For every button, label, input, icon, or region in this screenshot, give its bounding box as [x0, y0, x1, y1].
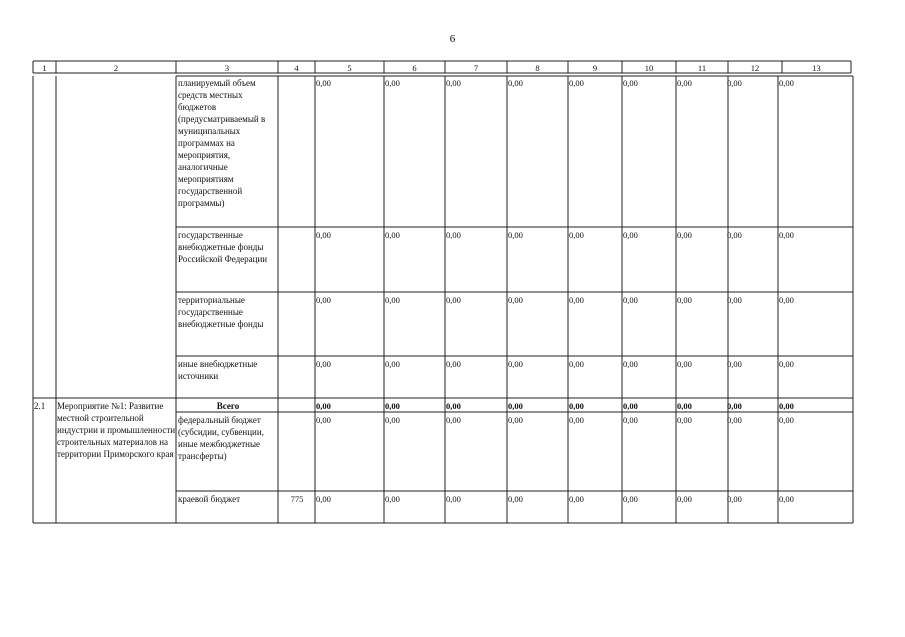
value-cell: 0,00 — [508, 295, 523, 305]
header-col-2: 2 — [113, 63, 119, 73]
row-label: иные внебюджетные источники — [178, 359, 258, 381]
value-cell: 0,00 — [508, 78, 523, 88]
value-cell: 0,00 — [623, 359, 638, 369]
total-value-cell: 0,00 — [623, 401, 638, 411]
total-value-cell: 0,00 — [727, 401, 742, 411]
header-col-5: 5 — [347, 63, 352, 73]
value-cell: 0,00 — [446, 359, 461, 369]
total-value-cell: 0,00 — [677, 401, 692, 411]
value-cell: 0,00 — [316, 295, 331, 305]
value-cell: 0,00 — [508, 415, 523, 425]
header-col-13: 13 — [812, 63, 821, 73]
value-cell: 0,00 — [623, 230, 638, 240]
value-cell: 0,00 — [316, 415, 331, 425]
header-col-6: 6 — [412, 63, 417, 73]
header-col-12: 12 — [750, 63, 760, 73]
value-cell: 0,00 — [623, 415, 638, 425]
value-cell: 0,00 — [385, 230, 400, 240]
header-col-4: 4 — [294, 63, 299, 73]
value-cell: 0,00 — [677, 230, 692, 240]
row-label: территориальные государственные внебюджетные фонды — [178, 295, 264, 329]
value-cell: 0,00 — [508, 359, 523, 369]
row-label: федеральный бюджет (субсидии, субвенции, иные межбюджетные трансферты) — [178, 415, 264, 461]
value-cell: 0,00 — [623, 494, 638, 504]
total-value-cell: 0,00 — [385, 401, 400, 411]
row-label: краевой бюджет — [178, 494, 241, 504]
value-cell: 0,00 — [385, 415, 400, 425]
header-col-1: 1 — [42, 63, 47, 73]
value-cell: 0,00 — [727, 494, 742, 504]
value-cell: 0,00 — [677, 78, 692, 88]
value-cell: 0,00 — [569, 415, 584, 425]
total-value-cell: 0,00 — [508, 401, 523, 411]
measure-title: Мероприятие №1: Развитие местной строительной индустрии и промышленности строительных материалов на территории Приморского края — [57, 401, 176, 459]
value-cell: 0,00 — [316, 78, 331, 88]
value-cell: 0,00 — [623, 78, 638, 88]
value-cell: 0,00 — [569, 295, 584, 305]
value-cell: 0,00 — [385, 359, 400, 369]
row-code: 775 — [290, 494, 304, 504]
header-col-10: 10 — [644, 63, 654, 73]
value-cell: 0,00 — [779, 78, 794, 88]
value-cell: 0,00 — [446, 494, 461, 504]
header-col-9: 9 — [592, 63, 598, 73]
value-cell: 0,00 — [385, 494, 400, 504]
row-label: планируемый объем средств местных бюджетов (предусматриваемый в муниципальных программах на мероприятия, аналогичные мероприятиям государственной программы) — [178, 78, 266, 208]
value-cell: 0,00 — [316, 494, 331, 504]
total-value-cell: 0,00 — [316, 401, 331, 411]
value-cell: 0,00 — [677, 295, 692, 305]
value-cell: 0,00 — [569, 494, 584, 504]
value-cell: 0,00 — [446, 78, 461, 88]
value-cell: 0,00 — [508, 230, 523, 240]
value-cell: 0,00 — [316, 230, 331, 240]
measure-number: 2.1 — [34, 401, 46, 411]
value-cell: 0,00 — [316, 359, 331, 369]
value-cell: 0,00 — [677, 415, 692, 425]
value-cell: 0,00 — [779, 415, 794, 425]
value-cell: 0,00 — [446, 295, 461, 305]
value-cell: 0,00 — [623, 295, 638, 305]
value-cell: 0,00 — [727, 295, 742, 305]
value-cell: 0,00 — [569, 230, 584, 240]
header-col-11: 11 — [697, 63, 707, 73]
value-cell: 0,00 — [727, 230, 742, 240]
value-cell: 0,00 — [727, 78, 742, 88]
page-number: 6 — [449, 33, 456, 45]
header-col-7: 7 — [473, 63, 479, 73]
value-cell: 0,00 — [677, 359, 692, 369]
value-cell: 0,00 — [779, 494, 794, 504]
value-cell: 0,00 — [446, 415, 461, 425]
value-cell: 0,00 — [569, 78, 584, 88]
value-cell: 0,00 — [446, 230, 461, 240]
total-value-cell: 0,00 — [779, 401, 794, 411]
header-col-3: 3 — [224, 63, 230, 73]
value-cell: 0,00 — [677, 494, 692, 504]
value-cell: 0,00 — [779, 295, 794, 305]
row-label-total: Всего — [216, 401, 240, 411]
row-label: государственные внебюджетные фонды Российской Федерации — [178, 230, 268, 264]
total-value-cell: 0,00 — [569, 401, 584, 411]
value-cell: 0,00 — [779, 230, 794, 240]
value-cell: 0,00 — [779, 359, 794, 369]
value-cell: 0,00 — [727, 359, 742, 369]
value-cell: 0,00 — [508, 494, 523, 504]
value-cell: 0,00 — [569, 359, 584, 369]
value-cell: 0,00 — [385, 78, 400, 88]
total-value-cell: 0,00 — [446, 401, 461, 411]
value-cell: 0,00 — [385, 295, 400, 305]
header-col-8: 8 — [535, 63, 540, 73]
value-cell: 0,00 — [727, 415, 742, 425]
